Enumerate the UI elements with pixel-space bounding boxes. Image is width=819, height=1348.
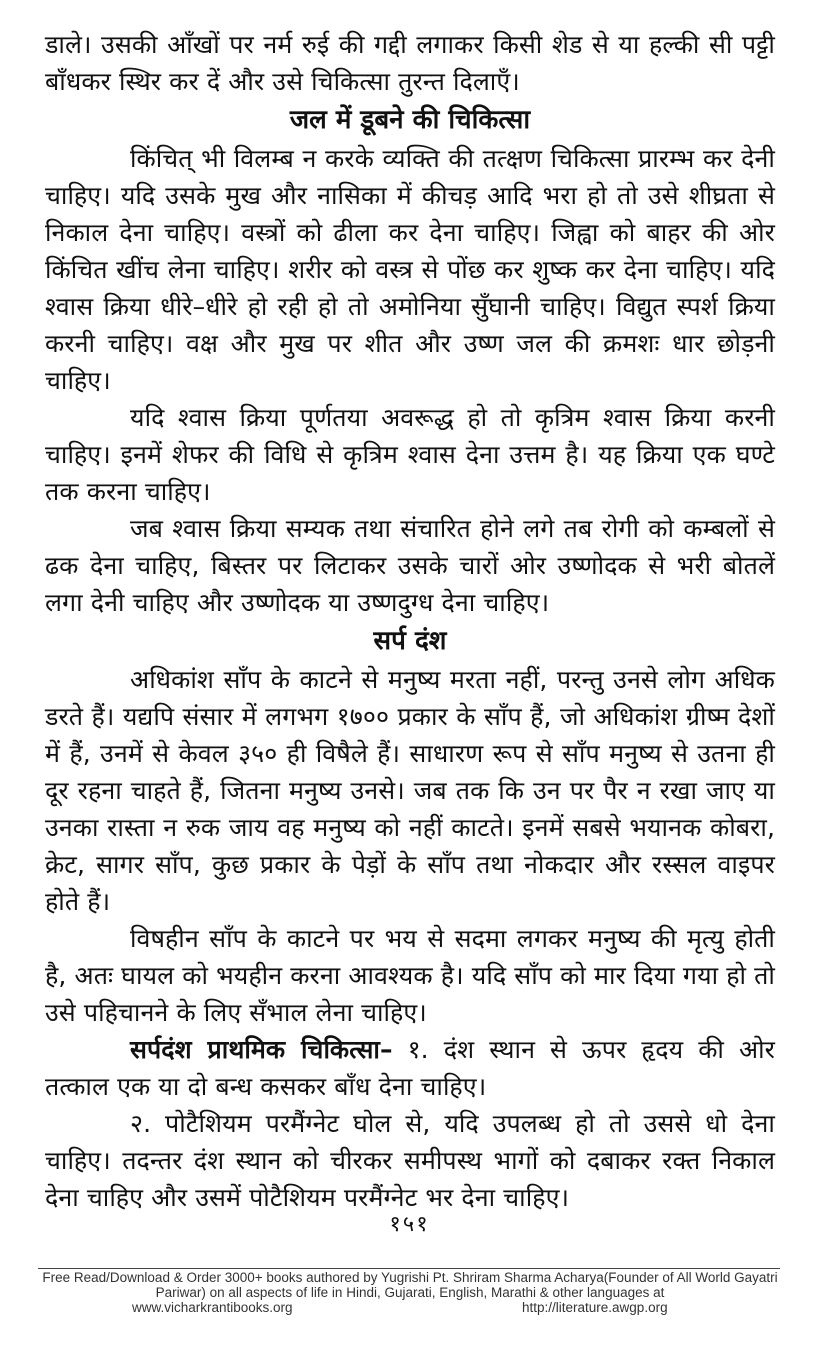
paragraph-snake-2: विषहीन साँप के काटने पर भय से सदमा लगकर मनुष्य की मृत्यु होती है, अतः घायल को भयहीन करना आवश्यक है। यदि साँप को मार दिया गया हो तो उसे पहिचानने के लिए सँभाल लेना चाहिए। xyxy=(45,924,775,1027)
footer-link-vicharkranti[interactable]: www.vicharkrantibooks.org xyxy=(132,1300,293,1315)
paragraph-drowning-1: किंचित् भी विलम्ब न करके व्यक्ति की तत्क्षण चिकित्सा प्रारम्भ कर देनी चाहिए। यदि उसके मुख और नासिका में कीचड़ आदि भरा हो तो उसे शीघ्रता से निकाल देना चाहिए। वस्त्रों को ढीला कर देना चाहिए। जिह्वा को बाहर की ओर किंचित खींच लेना चाहिए। शरीर को वस्त्र से पोंछ कर शुष्क कर देना चाहिए। यदि श्वास क्रिया धीरे–धीरे हो रही हो तो अमोनिया सुँघानी चाहिए। विद्युत स्पर्श क्रिया करनी चाहिए। वक्ष और मुख पर शीत और उष्ण जल की क्रमशः धार छोड़नी चाहिए। xyxy=(45,144,775,395)
paragraph-intro: डाले। उसकी आँखों पर नर्म रुई की गद्दी लगाकर किसी शेड से या हल्की सी पट्टी बाँधकर स्थिर कर दें और उसे चिकित्सा तुरन्त दिलाएँ। xyxy=(45,30,775,96)
heading-snakebite: सर्प दंश xyxy=(373,626,447,656)
first-aid-step-1: १. दंश स्थान से ऊपर हृदय की ओर तत्काल एक या दो बन्ध कसकर बाँध देना चाहिए। xyxy=(45,1035,776,1101)
paragraph-first-aid-2: २. पोटैशियम परमैंग्नेट घोल से, यदि उपलब्ध हो तो उससे धो देना चाहिए। तदन्तर दंश स्थान को चीरकर समीपस्थ भागों को दबाकर रक्त निकाल देना चाहिए और उसमें पोटैशियम परमैंग्नेट भर देना चाहिए। xyxy=(45,1109,775,1212)
footer-text: Free Read/Download & Order 3000+ books authored by Yugrishi Pt. Shriram Sharma Acharya(Founder of All World Gayatri Pariwar) on all aspects of life in Hindi, Gujarati, English, Marathi & other languages at xyxy=(42,1270,778,1300)
first-aid-label: सर्पदंश प्राथमिक चिकित्सा– xyxy=(130,1035,393,1064)
page-number: १५१ xyxy=(389,1212,430,1237)
paragraph-snake-1: अधिकांश साँप के काटने से मनुष्य मरता नहीं, परन्तु उनसे लोग अधिक डरते हैं। यद्यपि संसार में लगभग १७०० प्रकार के साँप हैं, जो अधिकांश ग्रीष्म देशों में हैं, उनमें से केवल ३५० ही विषैले हैं। साधारण रूप से साँप मनुष्य से उतना ही दूर रहना चाहते हैं, जितना मनुष्य उनसे। जब तक कि उन पर पैर न रखा जाए या उनका रास्ता न रुक जाय वह मनुष्य को नहीं काटते। इनमें सबसे भयानक कोबरा, क्रेट, सागर साँप, कुछ प्रकार के पेड़ों के साँप तथा नोकदार और रस्सल वाइपर होते हैं। xyxy=(45,665,775,916)
heading-drowning: जल में डूबने की चिकित्सा xyxy=(289,105,531,135)
paragraph-first-aid-1 xyxy=(45,1031,775,1105)
footer-divider xyxy=(38,1268,780,1269)
footer-link-awgp[interactable]: http://literature.awgp.org xyxy=(522,1300,668,1315)
paragraph-drowning-3: जब श्वास क्रिया सम्यक तथा संचारित होने लगे तब रोगी को कम्बलों से ढक देना चाहिए, बिस्तर पर लिटाकर उसके चारों ओर उष्णोदक से भरी बोतलें लगा देनी चाहिए और उष्णोदक या उष्णदुग्ध देना चाहिए। xyxy=(45,514,775,617)
paragraph-drowning-2: यदि श्वास क्रिया पूर्णतया अवरूद्ध हो तो कृत्रिम श्वास क्रिया करनी चाहिए। इनमें शेफर की विधि से कृत्रिम श्वास देना उत्तम है। यह क्रिया एक घण्टे तक करना चाहिए। xyxy=(45,403,775,506)
page-body xyxy=(45,26,775,1216)
